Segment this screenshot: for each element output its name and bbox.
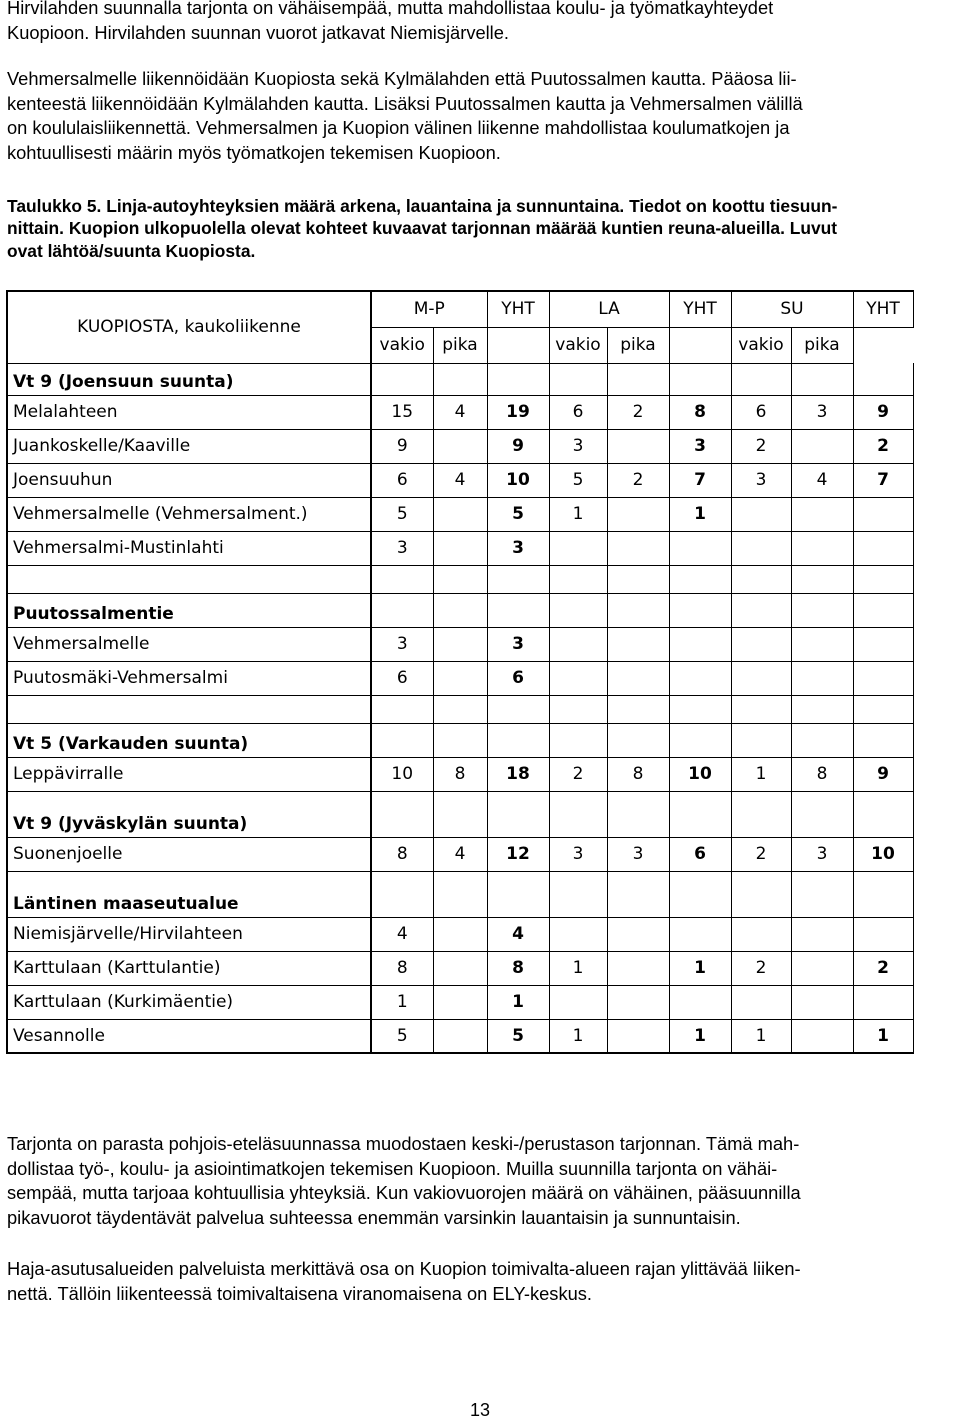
table-cell: 2 — [731, 837, 791, 871]
table-cell — [371, 593, 433, 627]
table-cell — [433, 661, 487, 695]
table-cell — [487, 791, 549, 837]
paragraph-line: Hirvilahden suunnalla tarjonta on vähäisempää, mutta mahdollistaa koulu- ja työmatkayhteydet — [7, 0, 774, 18]
table-cell: 1 — [731, 757, 791, 791]
destination-label — [7, 565, 371, 593]
group-header: YHT — [487, 291, 549, 327]
table-cell — [731, 917, 791, 951]
destination-label: Vehmersalmelle (Vehmersalment.) — [7, 497, 371, 531]
spacer-row — [7, 565, 913, 593]
bus-connections-table — [6, 290, 914, 1054]
table-cell — [433, 791, 487, 837]
table-cell — [853, 871, 913, 917]
table-cell: 2 — [731, 951, 791, 985]
table-cell: 4 — [433, 395, 487, 429]
table-row — [7, 429, 913, 463]
tarjonta-paragraph — [7, 1132, 957, 1230]
group-header: YHT — [669, 291, 731, 327]
table-cell — [853, 985, 913, 1019]
section-row — [7, 363, 913, 395]
table-cell — [791, 497, 853, 531]
table-cell — [549, 661, 607, 695]
table-cell — [791, 429, 853, 463]
table-cell — [853, 627, 913, 661]
table-cell — [607, 593, 669, 627]
table-cell — [791, 593, 853, 627]
table-cell: 2 — [549, 757, 607, 791]
table-cell: 5 — [487, 1019, 549, 1053]
table-cell — [371, 871, 433, 917]
table-cell — [549, 695, 607, 723]
vehmersalmi-paragraph — [7, 67, 957, 165]
destination-label: Niemisjärvelle/Hirvilahteen — [7, 917, 371, 951]
table-cell: 2 — [853, 951, 913, 985]
table-cell — [731, 565, 791, 593]
table-cell — [607, 1019, 669, 1053]
table-cell: 3 — [487, 627, 549, 661]
table-cell — [549, 565, 607, 593]
table-cell — [549, 593, 607, 627]
table-cell — [549, 531, 607, 565]
table-cell: 1 — [549, 951, 607, 985]
table-cell: 6 — [487, 661, 549, 695]
table-cell — [731, 985, 791, 1019]
destination-label: Melalahteen — [7, 395, 371, 429]
table-cell: 5 — [549, 463, 607, 497]
table-row — [7, 497, 913, 531]
table-cell: 3 — [791, 837, 853, 871]
table-cell — [607, 951, 669, 985]
group-header: M-P — [371, 291, 487, 327]
table-cell: 3 — [371, 531, 433, 565]
table-cell — [731, 791, 791, 837]
group-header: LA — [549, 291, 669, 327]
section-label: Puutossalmentie — [7, 593, 371, 627]
table-cell: 3 — [371, 627, 433, 661]
paragraph-line: kohtuullisesti määrin myös työmatkojen tekemisen Kuopioon. — [7, 141, 501, 163]
table-cell — [731, 695, 791, 723]
section-row — [7, 723, 913, 757]
table-cell — [607, 791, 669, 837]
table-cell — [669, 565, 731, 593]
destination-label: Vehmersalmelle — [7, 627, 371, 661]
group-header: SU — [731, 291, 853, 327]
table-cell — [371, 565, 433, 593]
table-row — [7, 757, 913, 791]
subhead — [669, 327, 731, 363]
table-cell — [791, 1019, 853, 1053]
table-cell — [433, 985, 487, 1019]
haja-paragraph — [7, 1257, 957, 1306]
table-cell — [433, 593, 487, 627]
table-cell — [791, 363, 853, 395]
destination-label: Suonenjoelle — [7, 837, 371, 871]
section-label: Vt 9 (Jyväskylän suunta) — [7, 791, 371, 837]
table-cell — [791, 565, 853, 593]
table-cell — [669, 593, 731, 627]
table-cell: 1 — [731, 1019, 791, 1053]
table-cell — [433, 1019, 487, 1053]
table-cell — [549, 985, 607, 1019]
table-cell: 9 — [853, 757, 913, 791]
table-cell — [731, 871, 791, 917]
table-row — [7, 531, 913, 565]
paragraph-line: pikavuorot täydentävät palvelua suhteessa enemmän varsinkin lauantaisin ja sunnuntaisin. — [7, 1206, 741, 1228]
subhead: vakio — [549, 327, 607, 363]
table-cell — [853, 497, 913, 531]
paragraph-line: dollistaa työ-, koulu- ja asiointimatkojen tekemisen Kuopioon. Muilla suunnilla tarjonta on vähäi- — [7, 1157, 778, 1179]
table-cell: 3 — [791, 395, 853, 429]
table-cell — [607, 429, 669, 463]
table-cell — [731, 531, 791, 565]
subhead: pika — [607, 327, 669, 363]
table-cell: 1 — [669, 951, 731, 985]
caption-line: ovat lähtöä/suunta Kuopiosta. — [7, 240, 256, 261]
table-body — [7, 291, 913, 1053]
table-row — [7, 627, 913, 661]
table-cell — [487, 363, 549, 395]
section-row — [7, 593, 913, 627]
paragraph-line: nettä. Tällöin liikenteessä toimivaltaisena viranomaisena on ELY-keskus. — [7, 1282, 592, 1304]
table-cell: 3 — [731, 463, 791, 497]
table-cell: 2 — [607, 395, 669, 429]
table-cell: 3 — [607, 837, 669, 871]
paragraph-line: on koululaisliikennettä. Vehmersalmen ja Kuopion välinen liikenne mahdollistaa koulumatkojen ja — [7, 117, 790, 138]
table-cell — [433, 695, 487, 723]
destination-label: Vehmersalmi-Mustinlahti — [7, 531, 371, 565]
table-cell — [433, 871, 487, 917]
table-cell — [487, 593, 549, 627]
table-cell: 5 — [371, 497, 433, 531]
table-cell — [549, 871, 607, 917]
table-cell: 5 — [371, 1019, 433, 1053]
table-row — [7, 917, 913, 951]
table-cell — [487, 723, 549, 757]
table-row — [7, 837, 913, 871]
table-cell: 8 — [371, 951, 433, 985]
table-cell — [433, 917, 487, 951]
caption-line: nittain. Kuopion ulkopuolella olevat kohteet kuvaavat tarjonnan määrää kuntien reuna-alueilla. Luvut — [7, 218, 838, 239]
table-cell — [487, 695, 549, 723]
table-cell — [433, 363, 487, 395]
table-row — [7, 661, 913, 695]
paragraph-line: Kuopioon. Hirvilahden suunnan vuorot jatkavat Niemisjärvelle. — [7, 21, 509, 43]
paragraph-line: Haja-asutusalueiden palveluista merkittävä osa on Kuopion toimivalta-alueen rajan ylittävää liiken- — [7, 1258, 801, 1279]
table-cell — [549, 791, 607, 837]
table-cell — [731, 497, 791, 531]
table-cell — [549, 363, 607, 395]
spacer-row — [7, 695, 913, 723]
paragraph-line: sempää, mutta tarjoaa kohtuullisia yhteyksiä. Kun vakiovuorojen määrä on vähäinen, pääsuunnilla — [7, 1182, 801, 1203]
table-cell: 3 — [549, 837, 607, 871]
table-cell: 8 — [607, 757, 669, 791]
table-cell: 1 — [853, 1019, 913, 1053]
table-cell — [669, 723, 731, 757]
table-cell — [669, 985, 731, 1019]
table-cell: 6 — [549, 395, 607, 429]
table-cell: 8 — [433, 757, 487, 791]
table-title: KUOPIOSTA, kaukoliikenne — [7, 291, 371, 363]
table-cell — [853, 917, 913, 951]
table-cell: 8 — [371, 837, 433, 871]
table-cell — [853, 791, 913, 837]
table-cell — [607, 497, 669, 531]
table-cell — [607, 695, 669, 723]
table-cell: 1 — [371, 985, 433, 1019]
table-cell: 6 — [669, 837, 731, 871]
table-cell: 1 — [669, 1019, 731, 1053]
table-cell: 8 — [669, 395, 731, 429]
table-cell — [371, 363, 433, 395]
destination-label: Juankoskelle/Kaaville — [7, 429, 371, 463]
destination-label: Vesannolle — [7, 1019, 371, 1053]
table-cell: 3 — [487, 531, 549, 565]
table-cell — [853, 565, 913, 593]
table-cell — [433, 627, 487, 661]
table-row — [7, 463, 913, 497]
table-cell: 10 — [487, 463, 549, 497]
table-cell — [791, 791, 853, 837]
table-cell: 4 — [791, 463, 853, 497]
caption-line: Taulukko 5. Linja-autoyhteyksien määrä arkena, lauantaina ja sunnuntaina. Tiedot on koottu tiesuun- — [7, 196, 838, 216]
table-cell: 6 — [371, 661, 433, 695]
table-cell — [607, 871, 669, 917]
subhead: vakio — [731, 327, 791, 363]
table-cell — [433, 497, 487, 531]
table-cell: 12 — [487, 837, 549, 871]
group-header: YHT — [853, 291, 913, 327]
table-cell — [791, 917, 853, 951]
table-cell — [791, 661, 853, 695]
table-row — [7, 395, 913, 429]
table-cell: 4 — [487, 917, 549, 951]
table-cell: 1 — [549, 1019, 607, 1053]
table-cell — [371, 695, 433, 723]
table-cell: 15 — [371, 395, 433, 429]
table-cell: 1 — [669, 497, 731, 531]
table-row — [7, 1019, 913, 1053]
table-cell — [669, 791, 731, 837]
table-cell — [853, 723, 913, 757]
table-cell: 3 — [669, 429, 731, 463]
section-row — [7, 791, 913, 837]
table-cell: 1 — [549, 497, 607, 531]
table-cell: 9 — [853, 395, 913, 429]
table-cell: 6 — [371, 463, 433, 497]
table-cell: 2 — [731, 429, 791, 463]
section-label: Läntinen maaseutualue — [7, 871, 371, 917]
table-cell: 4 — [433, 837, 487, 871]
subhead: pika — [791, 327, 853, 363]
table-cell — [731, 363, 791, 395]
table-cell — [853, 363, 913, 395]
table-cell — [487, 565, 549, 593]
table-cell — [607, 723, 669, 757]
table-cell — [731, 593, 791, 627]
table-cell — [731, 627, 791, 661]
table-cell — [433, 723, 487, 757]
table-cell: 7 — [853, 463, 913, 497]
table-cell: 9 — [371, 429, 433, 463]
table-cell: 19 — [487, 395, 549, 429]
paragraph-line: Tarjonta on parasta pohjois-eteläsuunnassa muodostaen keski-/perustason tarjonnan. Tämä mah- — [7, 1133, 800, 1154]
table-cell: 9 — [487, 429, 549, 463]
section-label: Vt 9 (Joensuun suunta) — [7, 363, 371, 395]
table-cell — [669, 531, 731, 565]
table-cell — [791, 695, 853, 723]
destination-label: Joensuuhun — [7, 463, 371, 497]
paragraph-line: kenteestä liikennöidään Kylmälahden kautta. Lisäksi Puutossalmen kautta ja Vehmersalmen välillä — [7, 92, 803, 114]
table-cell — [607, 531, 669, 565]
table-cell — [791, 871, 853, 917]
table-cell — [853, 593, 913, 627]
table-cell — [433, 565, 487, 593]
page-number: 13 — [469, 1400, 491, 1420]
destination-label — [7, 695, 371, 723]
table-cell — [791, 531, 853, 565]
table-cell — [433, 429, 487, 463]
table-cell — [487, 871, 549, 917]
table-cell — [607, 661, 669, 695]
section-label: Vt 5 (Varkauden suunta) — [7, 723, 371, 757]
table-cell — [433, 531, 487, 565]
table-cell — [607, 985, 669, 1019]
table-cell — [669, 871, 731, 917]
table-cell: 4 — [433, 463, 487, 497]
table-cell — [853, 531, 913, 565]
subhead: vakio — [371, 327, 433, 363]
table-cell — [791, 985, 853, 1019]
table-cell: 3 — [549, 429, 607, 463]
intro-paragraph — [7, 0, 957, 45]
table-cell: 6 — [731, 395, 791, 429]
table-cell — [669, 627, 731, 661]
table-cell — [371, 791, 433, 837]
table-cell: 8 — [487, 951, 549, 985]
table-cell: 4 — [371, 917, 433, 951]
table-cell — [607, 363, 669, 395]
table-row — [7, 951, 913, 985]
table-cell — [669, 363, 731, 395]
destination-label: Puutosmäki-Vehmersalmi — [7, 661, 371, 695]
destination-label: Leppävirralle — [7, 757, 371, 791]
table-cell — [433, 951, 487, 985]
table-cell: 10 — [371, 757, 433, 791]
table-cell — [669, 917, 731, 951]
table-cell: 18 — [487, 757, 549, 791]
table-cell — [791, 951, 853, 985]
table-cell — [669, 661, 731, 695]
destination-label: Karttulaan (Karttulantie) — [7, 951, 371, 985]
table-cell — [731, 723, 791, 757]
subhead — [853, 327, 913, 363]
table-cell — [853, 661, 913, 695]
table-cell — [607, 627, 669, 661]
section-row — [7, 871, 913, 917]
header-row-groups — [7, 291, 913, 327]
table-cell — [549, 723, 607, 757]
table-cell — [549, 627, 607, 661]
table-cell: 5 — [487, 497, 549, 531]
table-cell: 7 — [669, 463, 731, 497]
subhead: pika — [433, 327, 487, 363]
paragraph-line: Vehmersalmelle liikennöidään Kuopiosta sekä Kylmälahden että Puutossalmen kautta. Pääosa lii- — [7, 68, 797, 89]
table-cell — [607, 565, 669, 593]
subhead — [487, 327, 549, 363]
table-cell — [791, 723, 853, 757]
destination-label: Karttulaan (Kurkimäentie) — [7, 985, 371, 1019]
table-cell: 2 — [853, 429, 913, 463]
table-cell: 10 — [853, 837, 913, 871]
table-cell — [607, 917, 669, 951]
table-row — [7, 985, 913, 1019]
table-caption — [7, 195, 957, 262]
table-cell — [669, 695, 731, 723]
table-cell — [371, 723, 433, 757]
table-cell — [731, 661, 791, 695]
table-cell — [549, 917, 607, 951]
table-cell — [791, 627, 853, 661]
table-cell — [853, 695, 913, 723]
table-cell: 2 — [607, 463, 669, 497]
table-cell: 1 — [487, 985, 549, 1019]
table-cell: 8 — [791, 757, 853, 791]
table-cell: 10 — [669, 757, 731, 791]
